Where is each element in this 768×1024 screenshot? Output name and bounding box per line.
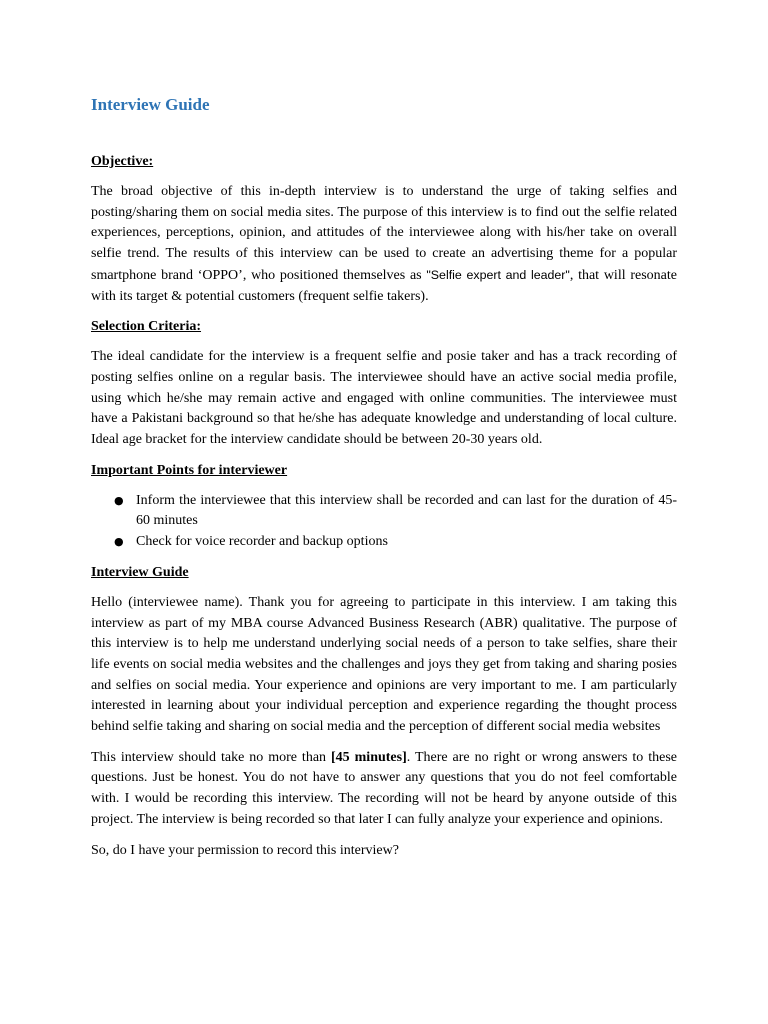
list-item-text: Check for voice recorder and backup options xyxy=(136,534,388,550)
document-page xyxy=(91,94,677,871)
list-item-text: Inform the interviewee that this interview shall be recorded and can last for the duration of 45-60 minutes xyxy=(136,492,677,529)
selection-criteria-paragraph: The ideal candidate for the interview is a frequent selfie and posie taker and has a track recording of posting selfies online on a regular basis. The interviewee should have an active social media profile, using which he/she may remain active and engaged with online communities. The interviewee must have a Pakistani background so that he/she has adequate knowledge and understanding of local culture. Ideal age bracket for the interview candidate should be between 20-30 years old. xyxy=(91,349,677,448)
intro-paragraph: Hello (interviewee name). Thank you for agreeing to participate in this interview. I am taking this interview as part of my MBA course Advanced Business Research (ABR) qualitative. The purpose of this interview is to help me understand underlying social needs of a person to take selfies, share their life events on social media websites and the challenges and joys they get from taking and sharing posies and selfies on social media. Your experience and opinions are very important to me. I am particularly interested in learning about your individual perception and experience regarding the thought process behind selfie taking and sharing on social media and the perception of different social media websites xyxy=(91,594,677,735)
objective-paragraph xyxy=(91,182,677,307)
interview-guide-heading: Interview Guide xyxy=(91,564,189,580)
objective-heading: Objective: xyxy=(91,154,154,169)
important-points-heading: Important Points for interviewer xyxy=(91,462,288,478)
objective-text: The broad objective of this in-depth interview is to understand the urge of taking selfies and posting/sharing them on social media sites. The purpose of this interview is to find out the selfie related experiences, perceptions, opinion, and attitudes of the interviewee along with his/her take on overall selfie trend. The results of this interview can be used to create an advertising theme for a popular smartphone brand ‘OPPO’, who positioned themselves as xyxy=(91,184,677,283)
list-item xyxy=(91,491,677,532)
selection-criteria-heading: Selection Criteria: xyxy=(91,319,202,335)
list-item xyxy=(91,532,677,553)
duration-paragraph xyxy=(91,748,677,831)
bullet-icon: ● xyxy=(114,535,124,549)
objective-text-end: , that will resonate with its target & potential customers (frequent selfie takers). xyxy=(91,267,677,304)
bullet-icon: ● xyxy=(114,493,124,507)
objective-quote: "Selfie expert and leader" xyxy=(426,267,570,282)
duration-text-end: . There are no right or wrong answers to these questions. Just be honest. You do not have to answer any questions that you do not feel comfortable with. I would be recording this interview. The recording will not be heard by anyone outside of this project. The interview is being recorded so that later I can fully analyze your experience and opinions. xyxy=(91,749,677,827)
duration-value: [45 minutes] xyxy=(331,749,407,765)
document-title: Interview Guide xyxy=(91,95,210,114)
important-points-list xyxy=(91,491,677,553)
duration-text: This interview should take no more than xyxy=(91,749,332,765)
permission-question: So, do I have your permission to record this interview? xyxy=(91,842,399,858)
